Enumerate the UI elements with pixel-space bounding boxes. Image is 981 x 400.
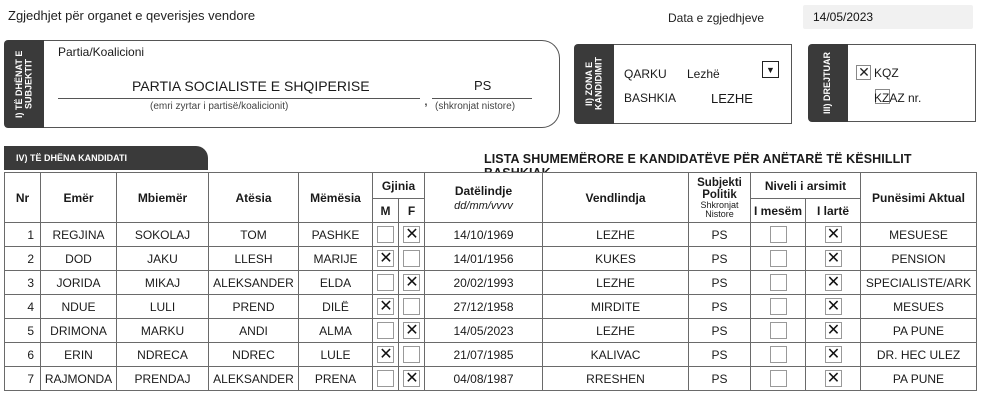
- cell-employment[interactable]: MESUES: [861, 295, 977, 319]
- cell-subject[interactable]: PS: [689, 295, 751, 319]
- section-addressed-tab-label: III) DREJTUAR: [822, 51, 833, 114]
- cell-gender-m-checkbox[interactable]: [377, 298, 394, 315]
- cell-gender-f: [399, 223, 425, 247]
- candidates-table: [4, 172, 977, 391]
- col-subjekti-label: Subjekti Politik: [697, 176, 742, 201]
- cell-atesia[interactable]: ALEKSANDER: [209, 271, 299, 295]
- cell-gender-f-checkbox[interactable]: [403, 298, 420, 315]
- cell-gender-f-checkbox[interactable]: [403, 250, 420, 267]
- cell-atesia[interactable]: ANDI: [209, 319, 299, 343]
- kqz-label: KQZ: [874, 66, 899, 80]
- form-title: Zgjedhjet për organet e qeverisjes vendore: [8, 8, 256, 23]
- cell-birthplace[interactable]: LEZHE: [543, 223, 689, 247]
- cell-gender-f-checkbox[interactable]: [403, 226, 420, 243]
- cell-mbiemer[interactable]: PRENDAJ: [117, 367, 209, 391]
- section-addressed-box: [848, 44, 976, 122]
- cell-gender-f-checkbox[interactable]: [403, 346, 420, 363]
- cell-nr: 1: [5, 223, 41, 247]
- cell-memesia[interactable]: PASHKE: [299, 223, 373, 247]
- cell-edu-higher-checkbox[interactable]: [825, 322, 842, 339]
- cell-employment[interactable]: PENSION: [861, 247, 977, 271]
- cell-gender-m: [373, 367, 399, 391]
- cell-gender-m: [373, 319, 399, 343]
- cell-subject[interactable]: PS: [689, 247, 751, 271]
- col-m: M: [373, 199, 399, 223]
- cell-birthplace[interactable]: RRESHEN: [543, 367, 689, 391]
- table-row: [5, 367, 977, 391]
- chevron-down-icon[interactable]: ▼: [762, 61, 779, 78]
- col-date-format: dd/mm/vvvv: [454, 199, 513, 212]
- cell-memesia[interactable]: MARIJE: [299, 247, 373, 271]
- party-name-field[interactable]: PARTIA SOCIALISTE E SHQIPERISE: [132, 78, 370, 94]
- cell-atesia[interactable]: NDREC: [209, 343, 299, 367]
- cell-birthdate[interactable]: 20/02/1993: [425, 271, 543, 295]
- cell-memesia[interactable]: DILË: [299, 295, 373, 319]
- cell-edu-higher: [806, 271, 861, 295]
- cell-gender-m: [373, 343, 399, 367]
- cell-gender-m-checkbox[interactable]: [377, 370, 394, 387]
- cell-edu-secondary-checkbox[interactable]: [770, 298, 787, 315]
- cell-gender-f: [399, 247, 425, 271]
- cell-nr: 2: [5, 247, 41, 271]
- cell-atesia[interactable]: LLESH: [209, 247, 299, 271]
- cell-gender-m-checkbox[interactable]: [377, 322, 394, 339]
- cell-gender-f: [399, 295, 425, 319]
- col-imesem: I mesëm: [751, 199, 806, 223]
- cell-gender-m-checkbox[interactable]: [377, 250, 394, 267]
- cell-edu-higher: [806, 319, 861, 343]
- cell-memesia[interactable]: LULE: [299, 343, 373, 367]
- cell-edu-secondary: [751, 367, 806, 391]
- col-ilarte: I lartë: [806, 199, 861, 223]
- cell-edu-secondary: [751, 343, 806, 367]
- section-zone-box: [614, 44, 792, 124]
- cell-edu-secondary-checkbox[interactable]: [770, 370, 787, 387]
- cell-birthdate[interactable]: 04/08/1987: [425, 367, 543, 391]
- cell-emer[interactable]: JORIDA: [41, 271, 117, 295]
- cell-edu-secondary-checkbox[interactable]: [770, 250, 787, 267]
- col-memesia: Mëmësia: [299, 173, 373, 223]
- cell-nr: 5: [5, 319, 41, 343]
- cell-gender-m-checkbox[interactable]: [377, 226, 394, 243]
- cell-mbiemer[interactable]: MARKU: [117, 319, 209, 343]
- cell-gender-f-checkbox[interactable]: [403, 370, 420, 387]
- cell-gender-m-checkbox[interactable]: [377, 274, 394, 291]
- cell-mbiemer[interactable]: JAKU: [117, 247, 209, 271]
- cell-gender-f: [399, 271, 425, 295]
- cell-emer[interactable]: DRIMONA: [41, 319, 117, 343]
- cell-gender-f: [399, 367, 425, 391]
- cell-memesia[interactable]: ELDA: [299, 271, 373, 295]
- cell-atesia[interactable]: TOM: [209, 223, 299, 247]
- cell-employment[interactable]: PA PUNE: [861, 367, 977, 391]
- cell-gender-m: [373, 295, 399, 319]
- cell-employment[interactable]: DR. HEC ULEZ: [861, 343, 977, 367]
- party-abbreviation-field[interactable]: PS: [474, 78, 492, 93]
- cell-emer[interactable]: DOD: [41, 247, 117, 271]
- cell-gender-m: [373, 247, 399, 271]
- col-gjinia: Gjinia: [373, 173, 425, 199]
- col-nr: Nr: [5, 173, 41, 223]
- cell-birthplace[interactable]: LEZHE: [543, 271, 689, 295]
- cell-edu-secondary-checkbox[interactable]: [770, 346, 787, 363]
- cell-edu-higher-checkbox[interactable]: [825, 346, 842, 363]
- table-row: [5, 319, 977, 343]
- cell-gender-f: [399, 343, 425, 367]
- col-niveli: Niveli i arsimit: [751, 173, 861, 199]
- cell-edu-secondary: [751, 247, 806, 271]
- cell-nr: 4: [5, 295, 41, 319]
- cell-edu-secondary-checkbox[interactable]: [770, 322, 787, 339]
- bashkia-label: BASHKIA: [624, 91, 677, 105]
- cell-edu-secondary-checkbox[interactable]: [770, 226, 787, 243]
- cell-emer[interactable]: REGJINA: [41, 223, 117, 247]
- col-subjekti: [689, 173, 751, 223]
- cell-birthdate[interactable]: 27/12/1958: [425, 295, 543, 319]
- cell-edu-higher: [806, 247, 861, 271]
- cell-employment[interactable]: MESUESE: [861, 223, 977, 247]
- party-name-underline: [58, 98, 420, 99]
- cell-edu-higher-checkbox[interactable]: [825, 274, 842, 291]
- section-subject-tab-label: I) TË DHËNAT E SUBJEKTIT: [13, 50, 33, 118]
- qarku-select[interactable]: Lezhë: [687, 67, 720, 81]
- cell-birthplace[interactable]: LEZHE: [543, 319, 689, 343]
- cell-gender-m-checkbox[interactable]: [377, 346, 394, 363]
- party-label: Partia/Koalicioni: [58, 45, 145, 59]
- bashkia-field[interactable]: LEZHE: [711, 91, 753, 106]
- table-row: [5, 295, 977, 319]
- table-row: [5, 247, 977, 271]
- cell-emer[interactable]: NDUE: [41, 295, 117, 319]
- table-row: [5, 223, 977, 247]
- col-datelindje-label: Datëlindje: [454, 183, 513, 198]
- cell-subject[interactable]: PS: [689, 271, 751, 295]
- kzaz-label: KZAZ nr.: [874, 91, 922, 105]
- section-zone-tab: [574, 44, 614, 124]
- col-f: F: [399, 199, 425, 223]
- section-zone-tab-label: II) ZONA E KANDIDIMIT: [583, 57, 603, 111]
- election-date-value[interactable]: 14/05/2023: [813, 10, 874, 24]
- col-emer: Emër: [41, 173, 117, 223]
- cell-birthdate[interactable]: 14/05/2023: [425, 319, 543, 343]
- cell-birthplace[interactable]: KUKES: [543, 247, 689, 271]
- party-name-caption: (emri zyrtar i partisë/koalicionit): [150, 101, 289, 112]
- cell-birthdate[interactable]: 21/07/1985: [425, 343, 543, 367]
- cell-birthplace[interactable]: KALIVAC: [543, 343, 689, 367]
- cell-nr: 7: [5, 367, 41, 391]
- cell-subject[interactable]: PS: [689, 343, 751, 367]
- cell-memesia[interactable]: ALMA: [299, 319, 373, 343]
- cell-emer[interactable]: RAJMONDA: [41, 367, 117, 391]
- candidate-list-title: LISTA SHUMEMËRORE E KANDIDATËVE PËR ANËTARË TË KËSHILLIT: [484, 152, 912, 166]
- col-datelindje: [425, 173, 543, 223]
- election-date-label: Data e zgjedhjeve: [668, 11, 765, 25]
- party-abbreviation-underline: [432, 98, 532, 99]
- cell-birthplace[interactable]: MIRDITE: [543, 295, 689, 319]
- cell-edu-secondary: [751, 271, 806, 295]
- col-vendlindja: Vendlindja: [543, 173, 689, 223]
- party-comma: ,: [424, 92, 428, 108]
- cell-edu-higher-checkbox[interactable]: [825, 370, 842, 387]
- cell-subject[interactable]: PS: [689, 223, 751, 247]
- section-subject-tab: [4, 40, 44, 128]
- cell-employment[interactable]: SPECIALISTE/ARK: [861, 271, 977, 295]
- kqz-checkbox[interactable]: [856, 65, 871, 80]
- col-shkronjat: Shkronjat Nistore: [700, 199, 739, 219]
- cell-memesia[interactable]: PRENA: [299, 367, 373, 391]
- cell-atesia[interactable]: PREND: [209, 295, 299, 319]
- cell-edu-secondary: [751, 295, 806, 319]
- cell-gender-m: [373, 271, 399, 295]
- cell-mbiemer[interactable]: LULI: [117, 295, 209, 319]
- col-mbiemer: Mbiemër: [117, 173, 209, 223]
- cell-mbiemer[interactable]: SOKOLAJ: [117, 223, 209, 247]
- cell-edu-higher-checkbox[interactable]: [825, 298, 842, 315]
- cell-edu-secondary: [751, 223, 806, 247]
- cell-mbiemer[interactable]: MIKAJ: [117, 271, 209, 295]
- cell-gender-f-checkbox[interactable]: [403, 274, 420, 291]
- cell-nr: 3: [5, 271, 41, 295]
- cell-emer[interactable]: ERIN: [41, 343, 117, 367]
- cell-gender-m: [373, 223, 399, 247]
- cell-employment[interactable]: PA PUNE: [861, 319, 977, 343]
- cell-edu-secondary-checkbox[interactable]: [770, 274, 787, 291]
- section-addressed-tab: [808, 44, 848, 122]
- qarku-label: QARKU: [624, 67, 667, 81]
- cell-atesia[interactable]: ALEKSANDER: [209, 367, 299, 391]
- table-row: [5, 343, 977, 367]
- section-candidates-tab: IV) TË DHËNA KANDIDATI: [4, 146, 208, 170]
- col-atesia: Atësia: [209, 173, 299, 223]
- cell-birthdate[interactable]: 14/10/1969: [425, 223, 543, 247]
- cell-edu-higher: [806, 223, 861, 247]
- cell-nr: 6: [5, 343, 41, 367]
- cell-edu-higher: [806, 343, 861, 367]
- table-row: [5, 271, 977, 295]
- cell-edu-higher-checkbox[interactable]: [825, 250, 842, 267]
- cell-edu-higher-checkbox[interactable]: [825, 226, 842, 243]
- cell-edu-higher: [806, 367, 861, 391]
- cell-gender-f-checkbox[interactable]: [403, 322, 420, 339]
- cell-birthdate[interactable]: 14/01/1956: [425, 247, 543, 271]
- party-abbreviation-caption: (shkronjat nistore): [435, 101, 516, 112]
- cell-edu-secondary: [751, 319, 806, 343]
- cell-subject[interactable]: PS: [689, 319, 751, 343]
- cell-mbiemer[interactable]: NDRECA: [117, 343, 209, 367]
- col-punesimi: Punësimi Aktual: [861, 173, 977, 223]
- cell-edu-higher: [806, 295, 861, 319]
- cell-subject[interactable]: PS: [689, 367, 751, 391]
- cell-gender-f: [399, 319, 425, 343]
